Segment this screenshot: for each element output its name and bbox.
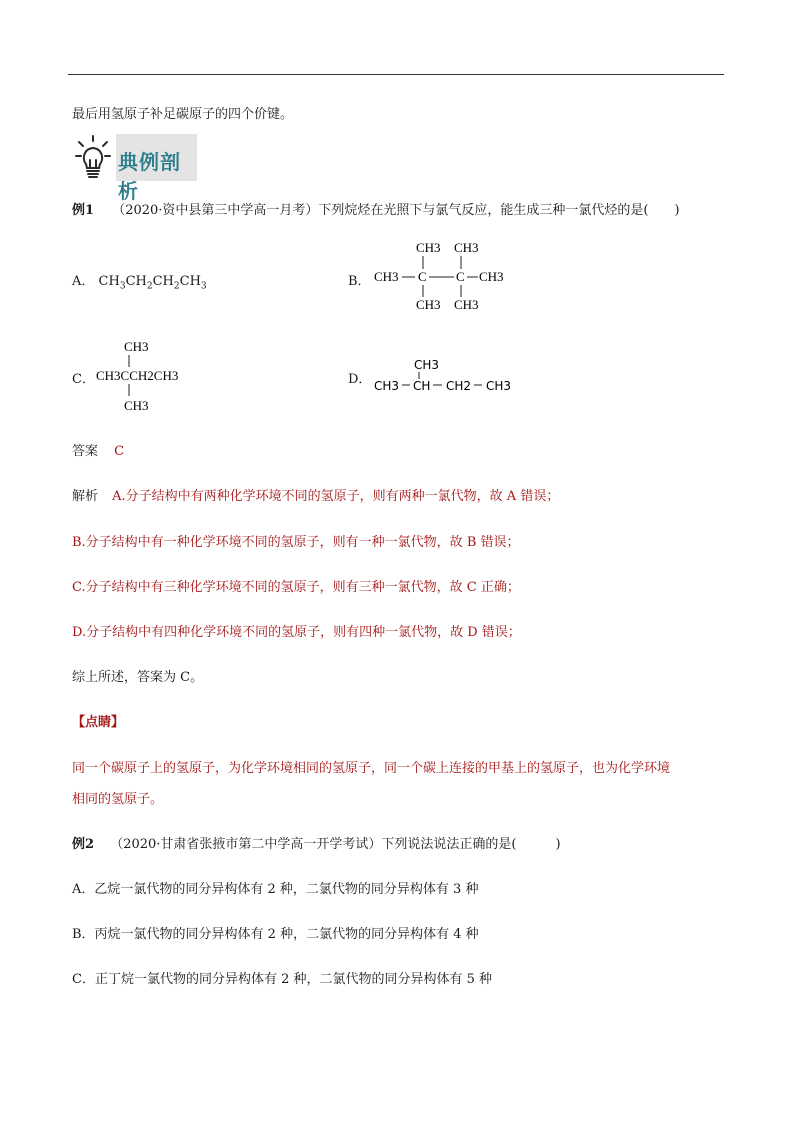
answer-label: 答案 (72, 444, 99, 459)
example2-option-b: B．丙烷一氯代物的同分异构体有 2 种，二氯代物的同分异构体有 4 种 (72, 927, 479, 942)
option-a-letter: A． (72, 274, 95, 289)
example2-question-row (72, 833, 561, 852)
b-top2: CH3 (454, 240, 479, 255)
analysis-line-1: A.分子结构中有两种化学环境不同的氢原子，则有两种一氯代物，故 A 错误； (112, 489, 560, 504)
b-left: CH3 (374, 269, 399, 284)
structure-d (370, 354, 520, 398)
intro-text: 最后用氢原子补足碳原子的四个价键。 (72, 107, 294, 122)
structure-c (92, 336, 202, 416)
analysis-line-2: B.分子结构中有一种化学环境不同的氢原子，则有一种一氯代物，故 B 错误； (72, 535, 520, 550)
b-bot2: CH3 (454, 297, 479, 312)
c-top: CH3 (124, 339, 149, 354)
banner-title: 典例剖析 (118, 150, 181, 203)
option-c-letter: C． (72, 372, 95, 387)
analysis-line-4: D.分子结构中有四种化学环境不同的氢原子，则有四种一氯代物，故 D 错误； (72, 625, 521, 640)
analysis-line-3: C.分子结构中有三种化学环境不同的氢原子，则有三种一氯代物，故 C 正确； (72, 580, 520, 595)
b-top1: CH3 (416, 240, 441, 255)
c-bot: CH3 (124, 398, 149, 413)
answer-row (72, 440, 124, 459)
section-banner (72, 134, 198, 203)
answer-value: C (114, 444, 125, 459)
option-a-formula: $CH_3CH_2CH_2CH_3$ (98, 274, 207, 292)
example1-question-row (72, 199, 680, 218)
b-right: CH3 (479, 269, 504, 284)
dianjing-line-2: 相同的氢原子。 (72, 792, 164, 807)
d-top: CH3 (414, 358, 440, 372)
dianjing-line-1: 同一个碳原子上的氢原子，为化学环境相同的氢原子，同一个碳上连接的甲基上的氢原子，也为化学环境 (72, 761, 671, 776)
summary-text: 综上所述，答案为 C。 (72, 670, 204, 685)
b-c1: C (418, 269, 427, 284)
c-main: CH3CCH2CH3 (96, 368, 179, 383)
example2-label: 例2 (72, 837, 95, 852)
option-d-letter: D． (348, 372, 372, 387)
option-b-letter: B． (348, 274, 371, 289)
analysis-row (72, 485, 559, 504)
example2-question: （2020·甘肃省张掖市第二中学高一开学考试）下列说法说法正确的是( ) (110, 837, 561, 852)
example2-option-c: C．正丁烷一氯代物的同分异构体有 2 种，二氯代物的同分异构体有 5 种 (72, 972, 493, 987)
header-rule (68, 74, 724, 75)
analysis-label: 解析 (72, 489, 99, 504)
example1-label: 例1 (72, 203, 95, 218)
d-d: CH3 (486, 379, 512, 393)
structure-b (368, 236, 518, 316)
example2-option-a: A．乙烷一氯代物的同分异构体有 2 种，二氯代物的同分异构体有 3 种 (72, 882, 479, 897)
d-a: CH3 (374, 379, 400, 393)
option-a (72, 270, 207, 292)
lightbulb-icon (72, 134, 116, 182)
d-b: CH (413, 379, 431, 393)
b-bot1: CH3 (416, 297, 441, 312)
b-c2: C (456, 269, 465, 284)
dianjing-label: 【点睛】 (72, 715, 125, 730)
example1-question: （2020·资中县第三中学高一月考）下列烷烃在光照下与氯气反应，能生成三种一氯代烃的是( ) (112, 203, 680, 218)
d-c: CH2 (446, 379, 472, 393)
